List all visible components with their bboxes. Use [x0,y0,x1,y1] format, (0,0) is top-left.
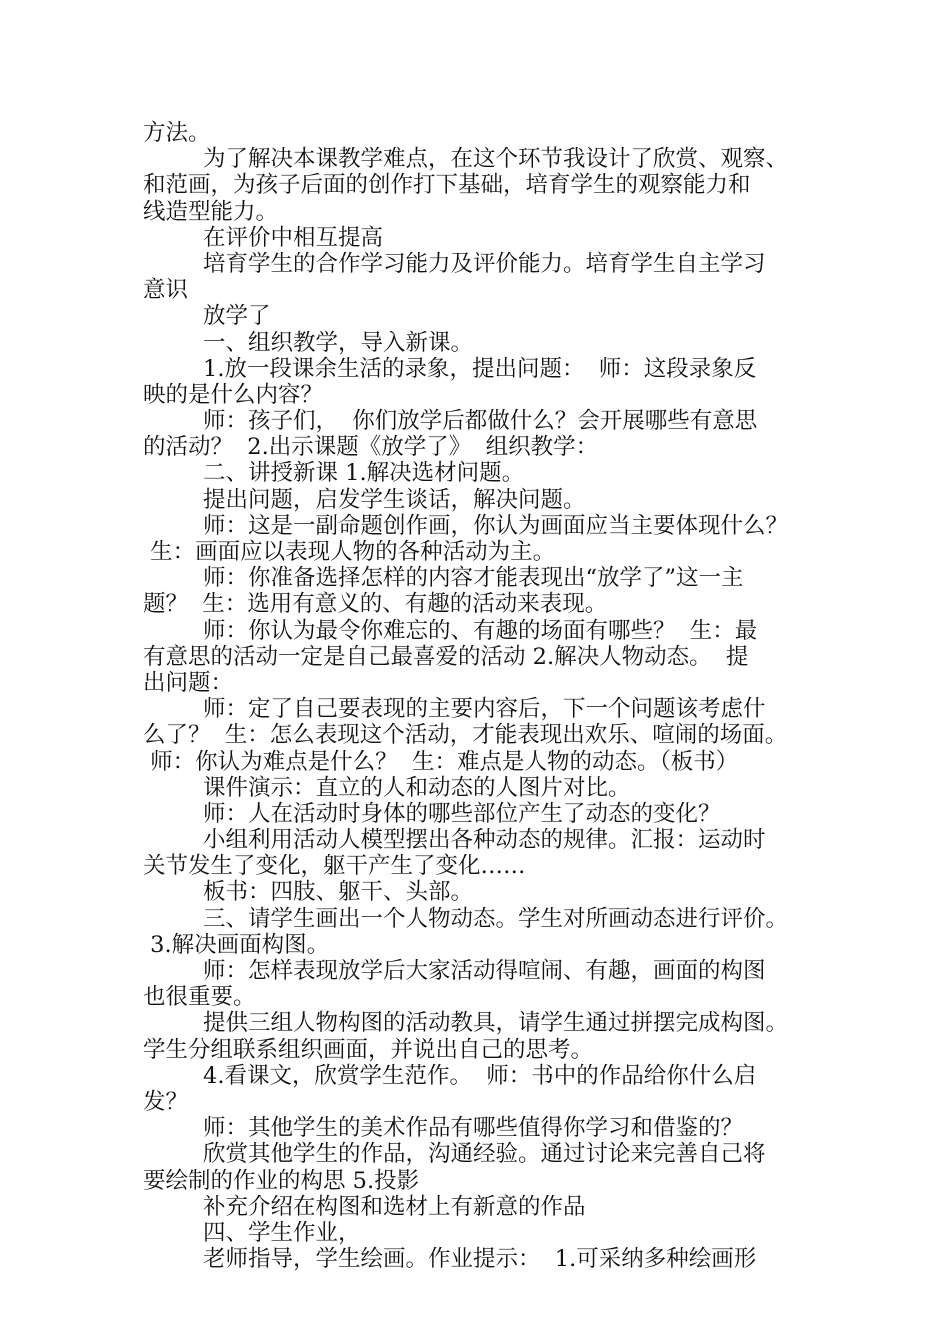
text-line: 师：你认为最令你难忘的、有趣的场面有哪些？ 生：最 [203,617,758,644]
text-line: 老师指导，学生绘画。作业提示： 1.可采纳多种绘画形 [203,1246,757,1273]
text-line: 生：画面应以表现人物的各种活动为主。 [143,539,556,565]
text-line: 培育学生的合作学习能力及评价能力。培育学生自主学习 [203,250,766,277]
text-line: 师：怎样表现放学后大家活动得喧闹、有趣，画面的构图 [203,958,766,984]
text-line: 方法。 [143,120,211,146]
text-line: 在评价中相互提高 [203,224,384,251]
text-line: 要绘制的作业的构思 5.投影 [143,1167,420,1194]
text-line: 有意思的活动一定是自己最喜爱的活动 2.解决人物动态。 提 [143,643,749,670]
text-line: 小组利用活动人模型摆出各种动态的规律。汇报：运动时 [203,827,766,854]
text-line: 提供三组人物构图的活动教具，请学生通过拼摆完成构图。 [203,1010,789,1037]
text-line: 题？ 生：选用有意义的、有趣的活动来表现。 [143,591,608,618]
text-line: 师：这是一副命题创作画，你认为画面应当主要体现什么？ [203,512,789,539]
text-line: 的活动？ 2.出示课题《放学了》 组织教学： [143,434,599,461]
text-line: 映的是什么内容？ [143,381,324,408]
text-line: 师：孩子们， 你们放学后都做什么？会开展哪些有意思 [203,408,758,435]
text-line: 提出问题，启发学生谈话，解决问题。 [203,486,586,513]
text-line: 出问题： [143,669,234,696]
text-line: 发？ [143,1088,189,1115]
text-line: 为了解决本课教学难点，在这个环节我设计了欣赏、观察、 [203,146,789,173]
text-line: 四、学生作业， [203,1219,361,1246]
text-line: 4.看课文，欣赏学生范作。 师：书中的作品给你什么启 [203,1062,757,1089]
text-line: 师：你认为难点是什么？ 生：难点是人物的动态。（板书） [143,748,739,775]
text-line: 放学了 [203,303,271,330]
text-line: 欣赏其他学生的作品，沟通经验。通过讨论来完善自己将 [203,1141,766,1168]
text-line: 师：定了自己要表现的主要内容后，下一个问题该考虑什 [203,696,766,723]
text-line: 3.解决画面构图。 [143,931,330,958]
text-line: 线造型能力。 [143,198,279,225]
text-line: 课件演示：直立的人和动态的人图片对比。 [203,774,631,801]
text-line: 师：你准备选择怎样的内容才能表现出“放学了”这一主 [203,565,744,592]
document-page [143,120,833,1272]
text-line: 补充介绍在构图和选材上有新意的作品 [203,1193,586,1220]
text-line: 1.放一段课余生活的录象，提出问题： 师：这段录象反 [203,355,757,382]
text-line: 师：其他学生的美术作品有哪些值得你学习和借鉴的？ [203,1115,744,1142]
text-line: 和范画，为孩子后面的创作打下基础，培育学生的观察能力和 [143,172,751,199]
text-line: 一、组织教学，导入新课。 [203,329,474,356]
text-line: 板书：四肢、躯干、头部。 [203,879,474,906]
text-line: 师：人在活动时身体的哪些部位产生了动态的变化？ [203,800,721,827]
text-line: 学生分组联系组织画面，并说出自己的思考。 [143,1036,594,1063]
text-line: 关节发生了变化，躯干产生了变化…… [143,853,526,880]
text-line: 三、请学生画出一个人物动态。学生对所画动态进行评价。 [203,905,789,932]
text-line: 么了？ 生：怎么表现这个活动，才能表现出欢乐、喧闹的场面。 [143,722,788,749]
text-line: 也很重要。 [143,984,256,1011]
text-line: 意识 [143,277,189,304]
text-line: 二、讲授新课 1.解决选材问题。 [203,460,525,487]
